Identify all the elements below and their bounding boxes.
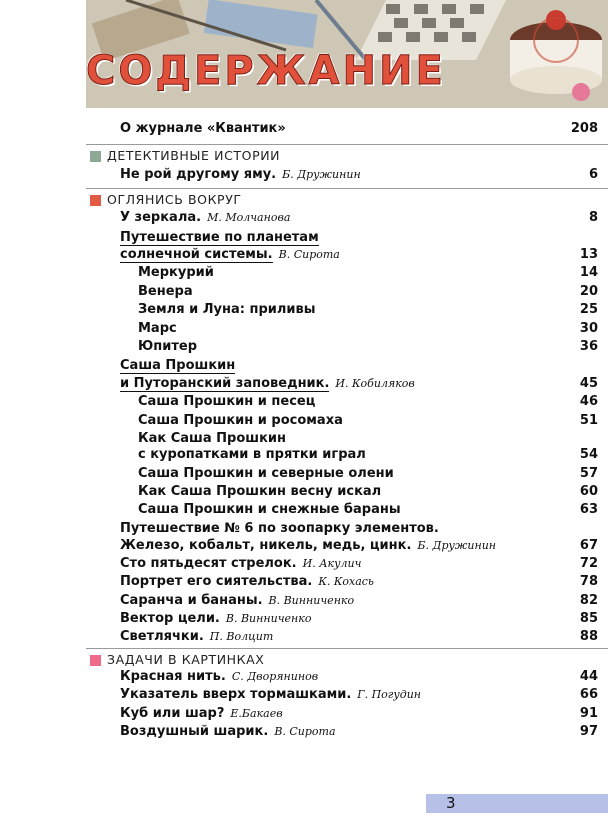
entry-page: 36 <box>579 339 598 354</box>
entry-title-wrap <box>120 209 290 227</box>
toc-entry[interactable] <box>138 501 598 519</box>
entry-page: 25 <box>579 302 598 317</box>
toc-entry[interactable] <box>120 166 598 184</box>
entry-page: 45 <box>579 376 598 391</box>
toc-entry[interactable] <box>120 686 598 704</box>
entry-author: П. Волцит <box>209 630 274 643</box>
toc-entry[interactable] <box>138 446 598 464</box>
entry-title: Как Саша Прошкин <box>138 431 287 446</box>
toc-entry[interactable] <box>120 520 598 538</box>
toc-entry[interactable] <box>120 357 598 375</box>
entry-title-wrap <box>138 301 321 319</box>
toc-entry[interactable] <box>120 705 598 723</box>
toc-entry[interactable] <box>120 246 598 264</box>
entry-page: 57 <box>579 466 598 481</box>
entry-title-wrap <box>120 573 374 591</box>
entry-page: 51 <box>579 413 598 428</box>
toc-entry[interactable] <box>138 320 598 338</box>
entry-page: 85 <box>579 611 598 626</box>
entry-page: 14 <box>579 265 598 280</box>
entry-page: 54 <box>579 447 598 462</box>
section-label: ДЕТЕКТИВНЫЕ ИСТОРИИ <box>107 148 281 163</box>
entry-page: 66 <box>579 687 598 702</box>
entry-title: с куропатками в прятки играл <box>138 447 366 462</box>
toc-entry[interactable] <box>120 555 598 573</box>
section-look-around <box>86 191 608 209</box>
entry-title-wrap <box>120 375 415 393</box>
toc-entry[interactable] <box>138 412 598 430</box>
entry-title-wrap <box>120 705 283 723</box>
toc-entry[interactable] <box>120 209 598 227</box>
divider <box>86 144 608 145</box>
toc-entry[interactable] <box>120 537 598 555</box>
section-marker <box>90 195 101 206</box>
entry-author: И. Акулич <box>302 557 362 570</box>
entry-title: Куб или шар? <box>120 706 225 721</box>
entry-page: 60 <box>579 484 598 499</box>
entry-author: К. Кохась <box>318 575 374 588</box>
entry-author: М. Молчанова <box>207 211 291 224</box>
entry-page: 78 <box>579 574 598 589</box>
header-banner <box>86 0 608 108</box>
entry-title: Марс <box>138 321 177 336</box>
entry-title: Путешествие по планетам <box>120 230 319 245</box>
section-marker <box>90 655 101 666</box>
page-number-bar <box>426 794 608 813</box>
entry-title-wrap <box>120 537 496 555</box>
toc-entry[interactable] <box>138 393 598 411</box>
entry-title: У зеркала. <box>120 210 202 225</box>
entry-title-wrap <box>120 246 340 264</box>
entry-page: 6 <box>588 167 598 182</box>
page-number: 3 <box>446 794 456 812</box>
section-label: ОГЛЯНИСЬ ВОКРУГ <box>107 192 242 207</box>
entry-title: Саша Прошкин и снежные бараны <box>138 502 401 517</box>
toc-entry[interactable] <box>138 283 598 301</box>
entry-page: 63 <box>579 502 598 517</box>
toc-entry[interactable] <box>138 338 598 356</box>
entry-title-wrap <box>120 555 361 573</box>
page-title: СОДЕРЖАНИЕ <box>86 48 446 94</box>
entry-title: Саша Прошкин <box>120 358 236 373</box>
entry-title: Юпитер <box>138 339 198 354</box>
entry-title-wrap <box>120 668 318 686</box>
entry-title-wrap <box>138 283 199 301</box>
entry-title: и Путоранский заповедник. <box>120 376 330 391</box>
entry-title-wrap <box>120 166 361 184</box>
entry-page: 82 <box>579 593 598 608</box>
section-marker <box>90 151 101 162</box>
entry-author: В. Сирота <box>278 248 340 261</box>
entry-page: 67 <box>579 538 598 553</box>
entry-page: 72 <box>579 556 598 571</box>
entry-page: 44 <box>579 669 598 684</box>
entry-title-wrap <box>138 483 387 501</box>
entry-author: В. Сирота <box>274 725 336 738</box>
entry-title-wrap <box>120 592 354 610</box>
toc-entry[interactable] <box>138 465 598 483</box>
divider <box>86 648 608 649</box>
entry-title: Указатель вверх тормашками. <box>120 687 352 702</box>
entry-author: В. Винниченко <box>225 612 312 625</box>
entry-title: Земля и Луна: приливы <box>138 302 316 317</box>
section-detective <box>86 147 608 165</box>
entry-title-wrap <box>120 686 421 704</box>
entry-title-wrap <box>138 446 372 464</box>
entry-title: Саша Прошкин и северные олени <box>138 466 394 481</box>
entry-author: Е.Бакаев <box>230 707 283 720</box>
entry-page: 91 <box>579 706 598 721</box>
entry-title: Вектор цели. <box>120 611 220 626</box>
entry-title: солнечной системы. <box>120 247 273 262</box>
toc-entry[interactable] <box>120 592 598 610</box>
entry-title-wrap <box>120 520 445 538</box>
toc-entry-intro[interactable] <box>120 120 598 138</box>
section-label: ЗАДАЧИ В КАРТИНКАХ <box>107 652 265 667</box>
entry-author: Г. Погудин <box>357 688 422 701</box>
toc-entry[interactable] <box>120 573 598 591</box>
entry-title: Сто пятьдесят стрелок. <box>120 556 297 571</box>
toc-entry[interactable] <box>120 229 598 247</box>
entry-title-wrap <box>120 723 336 741</box>
entry-author: В. Винниченко <box>268 594 355 607</box>
entry-title: Саранча и бананы. <box>120 593 263 608</box>
entry-page: 30 <box>579 321 598 336</box>
entry-title: Путешествие № 6 по зоопарку элементов. <box>120 521 439 536</box>
entry-author: И. Кобиляков <box>335 377 415 390</box>
entry-page: 20 <box>579 284 598 299</box>
toc-entry[interactable] <box>120 375 598 393</box>
entry-page: 97 <box>579 724 598 739</box>
entry-title-wrap <box>138 320 183 338</box>
entry-title: Саша Прошкин и росомаха <box>138 413 343 428</box>
entry-title-wrap <box>138 465 400 483</box>
entry-title: Воздушный шарик. <box>120 724 269 739</box>
toc-entry[interactable] <box>120 610 598 628</box>
entry-title: Не рой другому яму. <box>120 167 277 182</box>
entry-title-wrap <box>120 229 325 247</box>
entry-title-wrap <box>138 338 203 356</box>
entry-page: 46 <box>579 394 598 409</box>
entry-author: Б. Дружинин <box>417 539 497 552</box>
toc-entry[interactable] <box>120 628 598 646</box>
toc-entry[interactable] <box>120 723 598 741</box>
toc-entry[interactable] <box>138 483 598 501</box>
entry-title: О журнале «Квантик» <box>120 121 286 136</box>
toc-entry[interactable] <box>138 264 598 282</box>
section-pictures <box>86 651 608 669</box>
entry-title-wrap <box>138 264 220 282</box>
entry-title-wrap <box>138 412 349 430</box>
entry-title: Саша Прошкин и песец <box>138 394 316 409</box>
entry-author: С. Дворянинов <box>231 670 319 683</box>
entry-title: Венера <box>138 284 193 299</box>
toc-entry[interactable] <box>120 668 598 686</box>
entry-title: Как Саша Прошкин весну искал <box>138 484 382 499</box>
entry-title: Железо, кобальт, никель, медь, цинк. <box>120 538 412 553</box>
entry-page: 208 <box>570 121 598 136</box>
entry-page: 13 <box>579 247 598 262</box>
entry-title-wrap <box>138 393 321 411</box>
toc-entry[interactable] <box>138 301 598 319</box>
entry-title: Красная нить. <box>120 669 226 684</box>
entry-title-wrap <box>120 357 241 375</box>
entry-title: Светлячки. <box>120 629 204 644</box>
entry-title-wrap <box>120 628 273 646</box>
entry-author: Б. Дружинин <box>282 168 361 181</box>
entry-page: 8 <box>588 210 598 225</box>
entry-title-wrap <box>138 501 407 519</box>
entry-title: Меркурий <box>138 265 214 280</box>
divider <box>86 188 608 189</box>
entry-title: Портрет его сиятельства. <box>120 574 313 589</box>
entry-title-wrap <box>120 610 312 628</box>
entry-page: 88 <box>579 629 598 644</box>
